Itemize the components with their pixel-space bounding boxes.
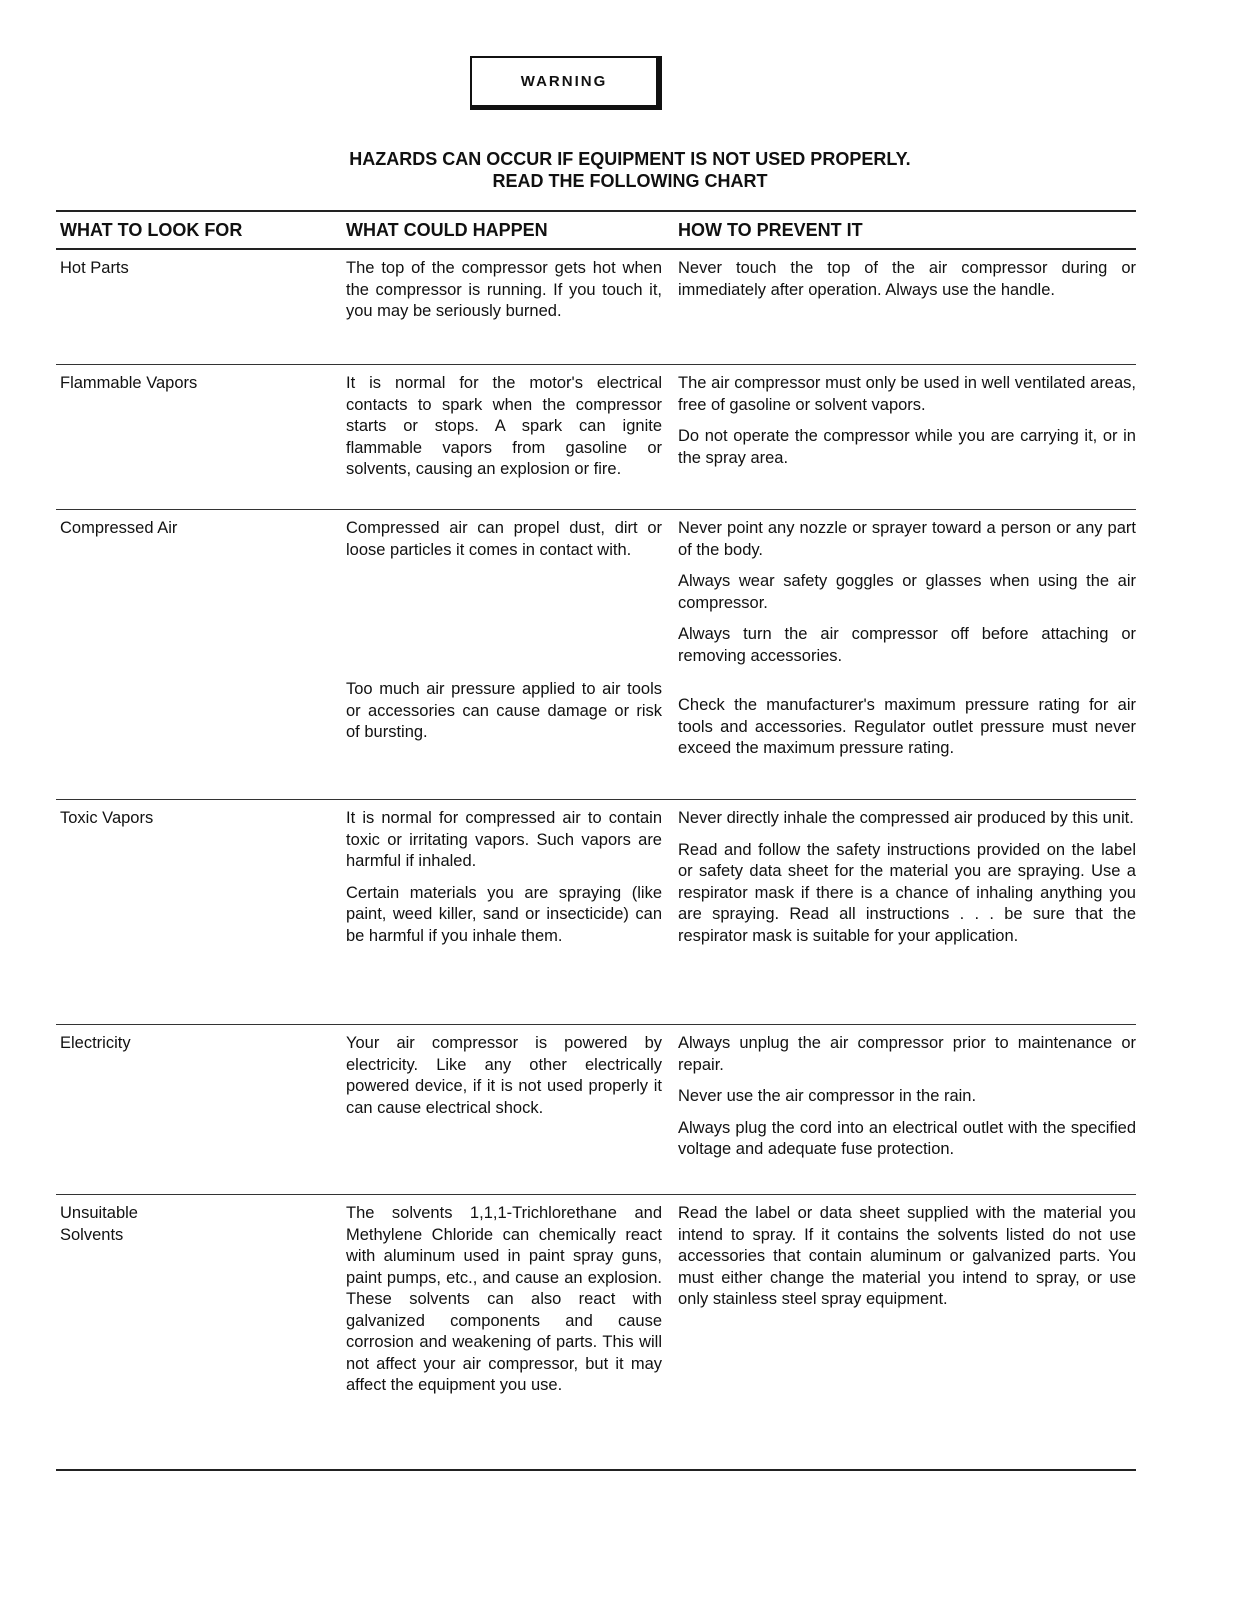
hazard-cell: Flammable Vapors (60, 374, 198, 392)
prevent-text: Never touch the top of the air compressor during or immediately after operation. Always use the handle. (678, 259, 1136, 299)
prevent-cell (678, 510, 1136, 799)
prevent-text: Always wear safety goggles or glasses when using the air compressor. (678, 572, 1136, 612)
hazard-cell (56, 1195, 346, 1469)
prevent-cell (678, 1195, 1136, 1469)
warning-label: WARNING (520, 73, 608, 90)
cell-spacer (678, 677, 1136, 695)
table-row-toxic-vapors (56, 800, 1136, 1025)
table-row-compressed-air (56, 510, 1136, 800)
column-header-what-could-happen: WHAT COULD HAPPEN (346, 219, 548, 240)
prevent-text: Always turn the air compressor off before attaching or removing accessories. (678, 625, 1136, 665)
hazard-line: Unsuitable (60, 1204, 138, 1222)
prevent-text: Read the label or data sheet supplied with the material you intend to spray. If it contains the solvents listed do not use accessories that contain aluminum or galvanized parts. You must either change the material you intend to spray, or use only stainless steel spray equipment. (678, 1204, 1136, 1308)
table-row-unsuitable-solvents (56, 1195, 1136, 1471)
table-row-electricity (56, 1025, 1136, 1195)
happen-text: Certain materials you are spraying (like paint, weed killer, sand or insecticide) can be harmful if you inhale them. (346, 883, 662, 945)
prevent-text: Check the manufacturer's maximum pressure rating for air tools and accessories. Regulator outlet pressure must never exceed the maximum pressure rating. (678, 696, 1136, 757)
table-row-flammable-vapors (56, 365, 1136, 510)
prevent-cell (678, 1025, 1136, 1194)
happen-cell (346, 800, 678, 1024)
hazard-cell: Compressed Air (60, 519, 178, 537)
prevent-text: Do not operate the compressor while you are carrying it, or in the spray area. (678, 427, 1136, 467)
column-header-how-to-prevent-it: HOW TO PREVENT IT (678, 219, 863, 240)
prevent-text: Never point any nozzle or sprayer toward a person or any part of the body. (678, 519, 1136, 559)
prevent-text: Read and follow the safety instructions provided on the label or safety data sheet for the material you are spraying. Use a respirator mask if there is a chance of inhaling anything you are spraying. Read all instructions . . . be sure that the respirator mask is suitable for your application. (678, 840, 1136, 945)
hazard-chart-table (56, 210, 1136, 1471)
hazard-cell: Toxic Vapors (60, 809, 154, 827)
happen-text: It is normal for compressed air to contain toxic or irritating vapors. Such vapors are harmful if inhaled. (346, 809, 662, 870)
prevent-text: Always plug the cord into an electrical outlet with the specified voltage and adequate fuse protection. (678, 1118, 1136, 1158)
prevent-cell (678, 800, 1136, 1024)
happen-cell (346, 1025, 678, 1194)
happen-text: It is normal for the motor's electrical contacts to spark when the compressor starts or stops. A spark can ignite flammable vapors from gasoline or solvents, causing an explosion or fire. (346, 374, 662, 478)
hazard-line: Solvents (60, 1225, 124, 1244)
prevent-text: Always unplug the air compressor prior to maintenance or repair. (678, 1034, 1136, 1074)
happen-text: The top of the compressor gets hot when the compressor is running. If you touch it, you may be seriously burned. (346, 259, 662, 320)
happen-text: Too much air pressure applied to air tools or accessories can cause damage or risk of bursting. (346, 680, 662, 741)
prevent-cell (678, 365, 1136, 509)
table-row-hot-parts (56, 250, 1136, 365)
cell-spacer (346, 571, 662, 679)
hazard-cell: Hot Parts (60, 259, 129, 277)
happen-text: The solvents 1,1,1-Trichlorethane and Methylene Chloride can chemically react with aluminum used in paint spray guns, paint pumps, etc., and cause an explosion. These solvents can also react with galvanized components and cause corrosion and weakening of parts. This will not affect your air compressor, but it may affect the equipment you use. (346, 1204, 662, 1394)
prevent-text: Never use the air compressor in the rain. (678, 1087, 977, 1105)
column-header-what-to-look-for: WHAT TO LOOK FOR (60, 219, 243, 240)
prevent-text: Never directly inhale the compressed air produced by this unit. (678, 809, 1134, 827)
happen-text: Compressed air can propel dust, dirt or loose particles it comes in contact with. (346, 519, 662, 559)
happen-cell (346, 250, 678, 364)
warning-label-box (470, 56, 662, 110)
prevent-text: The air compressor must only be used in well ventilated areas, free of gasoline or solvent vapors. (678, 374, 1136, 414)
hazard-cell: Electricity (60, 1034, 131, 1052)
happen-text: Your air compressor is powered by electricity. Like any other electrically powered device, if it is not used properly it can cause electrical shock. (346, 1034, 662, 1117)
happen-cell (346, 510, 678, 799)
table-header-row (56, 212, 1136, 250)
heading-line-2: READ THE FOLLOWING CHART (492, 171, 768, 191)
heading-line-1: HAZARDS CAN OCCUR IF EQUIPMENT IS NOT USED PROPERLY. (349, 149, 911, 169)
happen-cell (346, 1195, 678, 1469)
happen-cell (346, 365, 678, 509)
prevent-cell (678, 250, 1136, 364)
